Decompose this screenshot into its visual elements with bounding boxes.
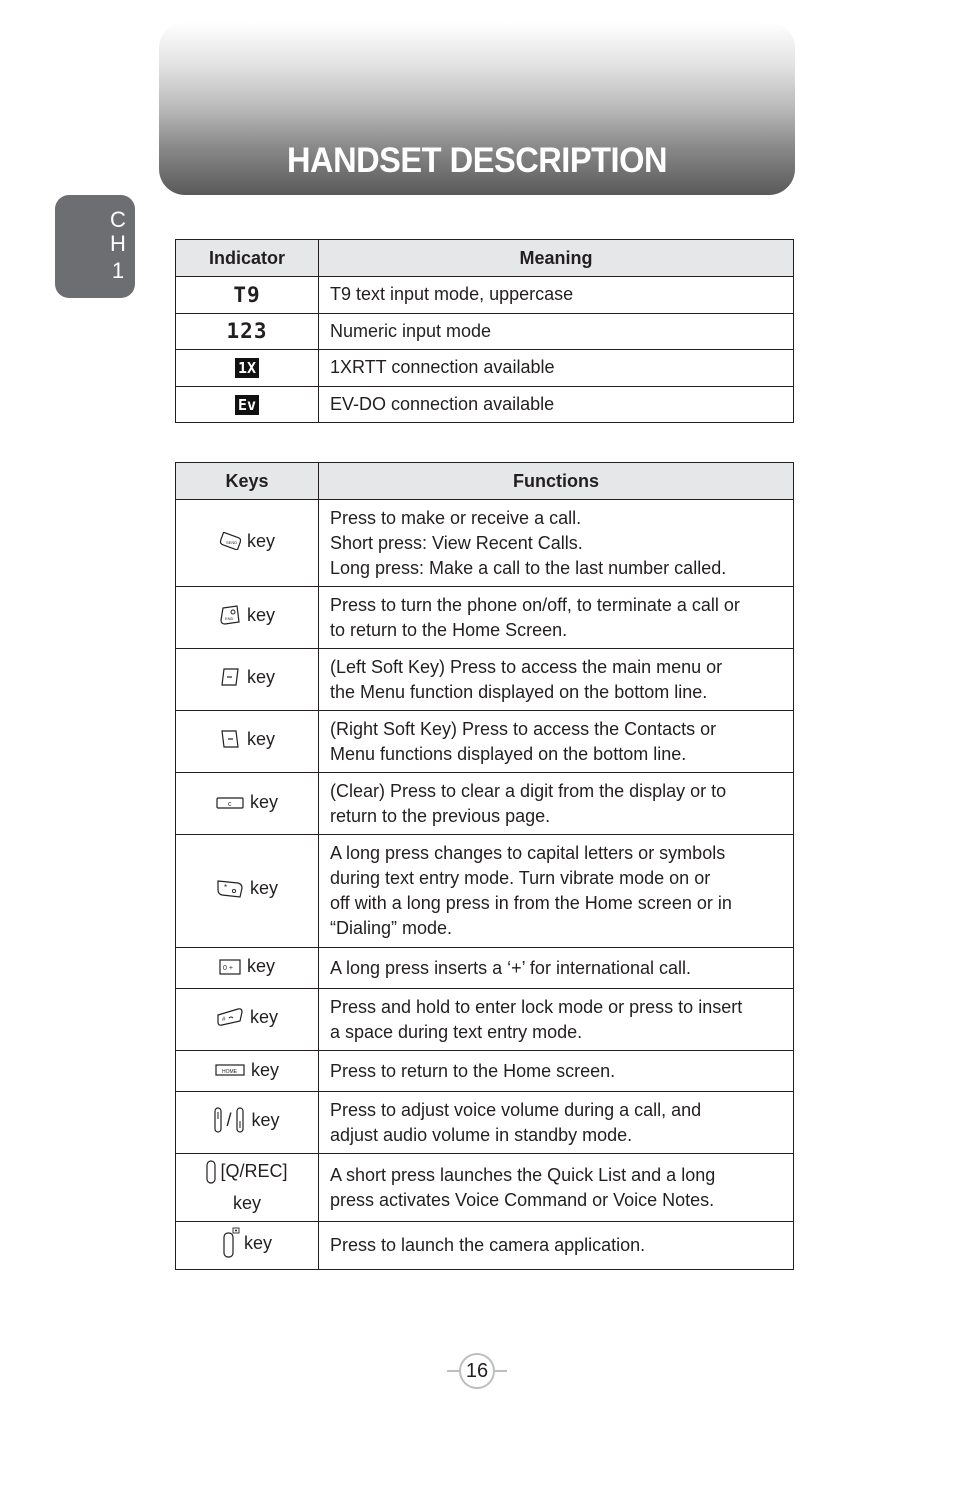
function-cell [319,711,794,773]
numeric-indicator-icon: 123 [226,319,268,344]
table-row [176,313,794,350]
function-cell [319,649,794,711]
function-line: Press to adjust voice volume during a call, and [330,1099,702,1120]
volume-down-key-icon [236,1107,244,1133]
key-label-text: key [246,728,275,749]
table-row [176,386,794,423]
indicator-table [175,239,794,423]
key-label-text: key [246,530,275,551]
function-cell [319,1092,794,1154]
key-cell [176,835,319,948]
function-line: adjust audio volume in standby mode. [330,1124,633,1145]
function-line: off with a long press in from the Home screen or in [330,893,732,913]
table-header-row [176,463,794,500]
function-cell [319,1154,794,1222]
indicator-cell [176,277,319,314]
table-row [176,649,794,711]
volume-up-key-icon [214,1107,222,1133]
key-label-text: key [249,878,278,899]
function-line: press activates Voice Command or Voice Notes. [330,1189,715,1210]
table-row [176,989,794,1051]
key-label-text: [Q/REC] [220,1161,288,1182]
key-cell [176,587,319,649]
page-number: 16 [459,1353,495,1389]
table-row [176,711,794,773]
function-line: A long press inserts a ‘+’ for international call. [330,957,692,978]
column-header-functions: Functions [319,463,794,500]
evdo-indicator-icon: Ev [235,395,259,415]
indicator-cell [176,313,319,350]
chapter-header-banner [159,22,795,195]
end-key-icon [219,604,241,626]
function-line: the Menu function displayed on the bottom line. [330,681,708,702]
meaning-cell: T9 text input mode, uppercase [319,277,794,314]
meaning-cell: 1XRTT connection available [319,350,794,387]
indicator-cell [176,386,319,423]
function-line: a space during text entry mode. [330,1021,583,1042]
svg-text:c: c [227,800,232,808]
function-line: Press and hold to enter lock mode or press to insert [330,996,743,1017]
volume-key-separator: / [226,1109,232,1130]
page-number-badge [447,1353,507,1391]
key-label-text: key [251,1109,280,1130]
function-line: to return to the Home Screen. [330,619,568,640]
svg-text:HOME: HOME [221,1069,237,1076]
table-row [176,948,794,989]
star-key-icon [216,879,244,899]
svg-text:#: # [221,1017,226,1024]
camera-key-icon [222,1227,240,1259]
key-label-text: key [246,956,275,977]
table-row [176,1092,794,1154]
table-row [176,277,794,314]
function-line: (Clear) Press to clear a digit from the display or to [330,780,727,801]
function-line: Press to return to the Home screen. [330,1060,616,1081]
key-cell [176,1154,319,1222]
page-number-right-ornament [493,1370,507,1372]
key-cell [176,500,319,587]
chapter-tab-letter: H [110,231,126,256]
function-line: during text entry mode. Turn vibrate mode on or [330,868,711,888]
function-cell [319,773,794,835]
table-row [176,350,794,387]
svg-text:0 +: 0 + [222,964,233,972]
svg-text:*: * [223,882,228,892]
table-row [176,500,794,587]
key-cell [176,711,319,773]
meaning-cell: EV-DO connection available [319,386,794,423]
qrec-key-icon [206,1160,216,1184]
table-row [176,1222,794,1270]
function-line: return to the previous page. [330,805,551,826]
function-line: A short press launches the Quick List and a long [330,1164,716,1185]
indicator-cell [176,350,319,387]
function-line: Short press: View Recent Calls. [330,532,583,553]
svg-text:SEND: SEND [225,540,238,546]
table-row [176,1154,794,1222]
chapter-tab [55,195,135,298]
zero-plus-key-icon [219,959,241,975]
pound-key-icon [216,1007,244,1027]
keys-table [175,462,794,1270]
send-key-icon [219,532,241,550]
meaning-cell: Numeric input mode [319,313,794,350]
table-header-row [176,240,794,277]
key-cell [176,948,319,989]
key-cell [176,1222,319,1270]
table-row [176,1051,794,1092]
key-label-text: key [249,1006,278,1027]
column-header-keys: Keys [176,463,319,500]
svg-text:END: END [224,616,234,621]
key-label-text: key [246,666,275,687]
chapter-tab-letter: C [110,207,126,232]
clear-key-icon [216,796,244,810]
table-row [176,773,794,835]
key-cell [176,1092,319,1154]
key-label-text: key [243,1232,272,1253]
right-soft-key-icon [219,729,241,749]
column-header-indicator: Indicator [176,240,319,277]
table-row [176,835,794,948]
1x-indicator-icon: 1X [235,358,259,378]
function-line: “Dialing” mode. [330,918,453,938]
t9-indicator-icon: T9 [233,282,261,307]
key-cell [176,1051,319,1092]
key-label-text: key [246,604,275,625]
function-line: (Right Soft Key) Press to access the Contacts or [330,718,717,739]
home-key-icon [215,1063,245,1077]
key-cell [176,989,319,1051]
function-cell [319,587,794,649]
key-label-text: key [249,792,278,813]
function-cell [319,989,794,1051]
function-line: (Left Soft Key) Press to access the main menu or [330,656,723,677]
function-cell [319,948,794,989]
key-label-text: key [232,1192,261,1213]
function-cell [319,1222,794,1270]
column-header-meaning: Meaning [319,240,794,277]
function-cell [319,500,794,587]
function-line: Long press: Make a call to the last number called. [330,557,727,578]
page-title: HANDSET DESCRIPTION [287,141,667,180]
function-cell [319,1051,794,1092]
key-label-text: key [250,1059,279,1080]
key-cell [176,649,319,711]
function-line: Press to make or receive a call. [330,507,582,528]
key-cell [176,773,319,835]
function-line: Press to launch the camera application. [330,1235,646,1255]
function-line: A long press changes to capital letters or symbols [330,843,726,863]
chapter-tab-number: 1 [111,258,125,283]
left-soft-key-icon [219,667,241,687]
table-row [176,587,794,649]
function-line: Press to turn the phone on/off, to terminate a call or [330,594,740,615]
function-cell [319,835,794,948]
function-line: Menu functions displayed on the bottom line. [330,743,687,764]
